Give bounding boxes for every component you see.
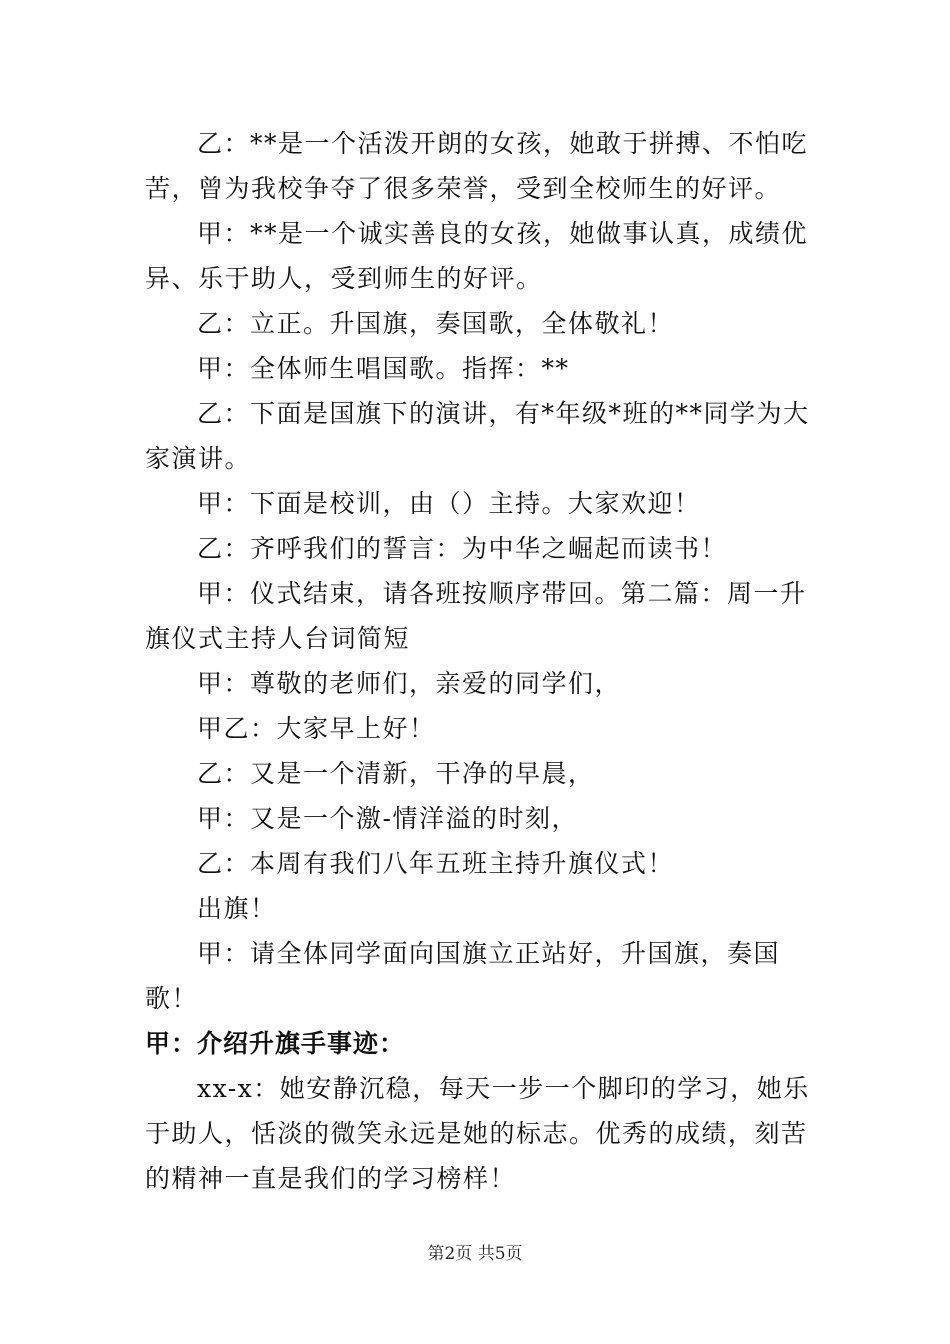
- paragraph-13: 乙：本周有我们八年五班主持升旗仪式！: [197, 849, 675, 878]
- paragraph-14: 出旗！: [197, 894, 277, 923]
- paragraph-10: 甲乙：大家早上好！: [197, 714, 436, 743]
- paragraph-1: 乙：**是一个活泼开朗的女孩，她敢于拼搏、不怕吃苦，曾为我校争夺了很多荣誉，受到全校师生的好评。: [145, 129, 809, 203]
- paragraph-12: 甲：又是一个激-情洋溢的时刻，: [197, 804, 578, 833]
- paragraph-9: 甲：尊敬的老师们，亲爱的同学们，: [197, 669, 622, 698]
- paragraph-11: 乙：又是一个清新，干净的早晨，: [197, 759, 595, 788]
- section-heading: 甲：介绍升旗手事迹：: [145, 1029, 406, 1058]
- paragraph-3: 乙：立正。升国旗，奏国歌，全体敬礼！: [197, 309, 675, 338]
- closing-paragraph: xx-x：她安静沉稳，每天一步一个脚印的学习，她乐于助人，恬淡的微笑永远是她的标志。优秀的成绩，刻苦的精神一直是我们的学习榜样！: [145, 1074, 810, 1193]
- page-number-footer: 第2页 共5页: [427, 1244, 523, 1264]
- paragraph-4: 甲：全体师生唱国歌。指挥：**: [197, 354, 570, 383]
- paragraph-6: 甲：下面是校训，由（）主持。大家欢迎！: [197, 489, 701, 518]
- paragraph-8: 甲：仪式结束，请各班按顺序带回。第二篇：周一升旗仪式主持人台词简短: [145, 579, 807, 653]
- paragraph-15: 甲：请全体同学面向国旗立正站好，升国旗，奏国歌！: [145, 939, 781, 1013]
- paragraph-7: 乙：齐呼我们的誓言：为中华之崛起而读书！: [197, 534, 728, 563]
- paragraph-2: 甲：**是一个诚实善良的女孩，她做事认真，成绩优异、乐于助人，受到师生的好评。: [145, 219, 809, 293]
- paragraph-5: 乙：下面是国旗下的演讲，有*年级*班的**同学为大家演讲。: [145, 399, 810, 473]
- document-body: [145, 121, 810, 1201]
